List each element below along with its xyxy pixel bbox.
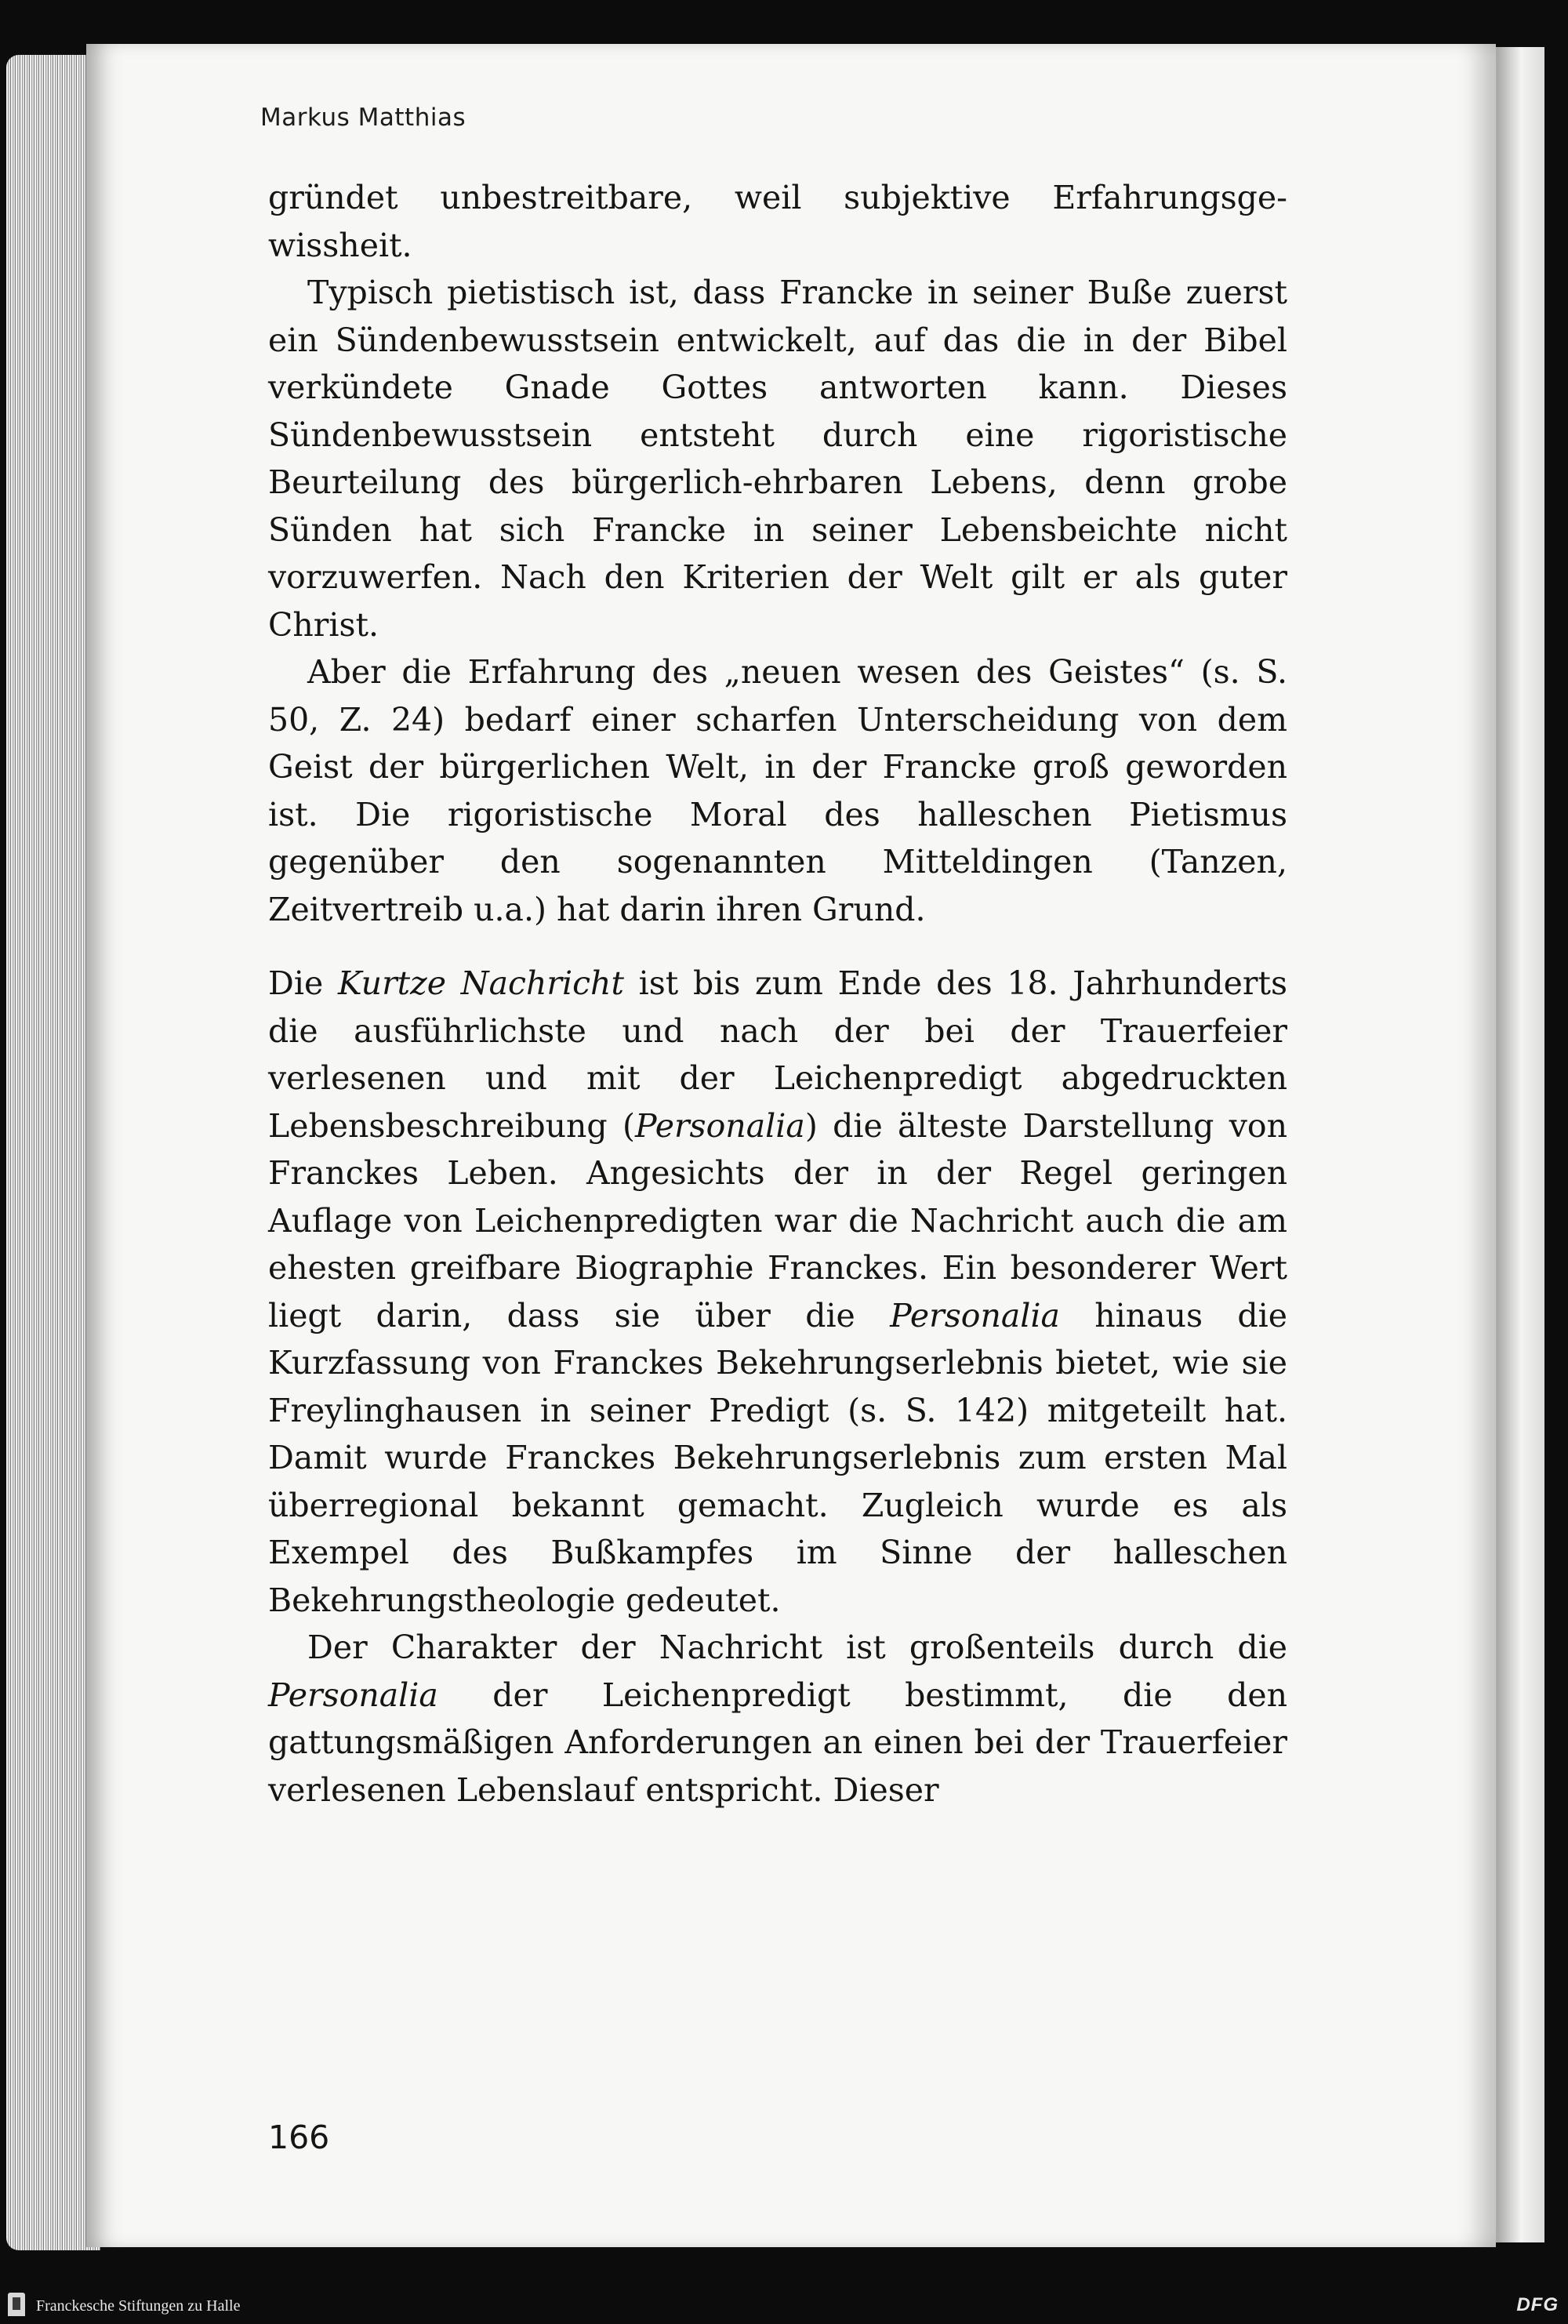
text-run: Die <box>268 964 338 1002</box>
text-run: Der Charakter der Nachricht ist großenteils durch die <box>307 1629 1287 1666</box>
text-run: Typisch pietistisch ist, dass Francke in seiner Buße zuerst ein Sündenbewusstsein entwickelt, auf das die in der Bibel verkündete Gnade Gottes antworten kann. Dieses Sündenbewusstsein entsteht durch eine rigoristische Beurteilung des bürgerlich-ehrbaren Lebens, denn grobe Sünden hat sich Francke in seiner Lebensbeichte nicht vorzuwerfen. Nach den Kriterien der Welt gilt er als guter Christ. <box>268 274 1287 644</box>
paragraph-3 <box>268 648 1287 933</box>
text-run: der Leichenpredigt bestimmt, die den gattungsmäßigen Anforderungen an einen bei der Trauerfeier verlesenen Lebenslauf entspricht. Dieser <box>268 1676 1287 1809</box>
paragraph-5 <box>268 1624 1287 1814</box>
text-run: hinaus die Kurzfassung von Franckes Bekehrungserlebnis bietet, wie sie Freylinghausen in seiner Predigt (s. S. 142) mitgeteilt hat. Damit wurde Franckes Bekehrungserlebnis zum ersten Mal überregional bekannt gemacht. Zugleich wurde es als Exempel des Bußkampfes im Sinne der halleschen Bekehrungstheologie gedeutet. <box>268 1296 1287 1619</box>
footer-bar <box>0 2286 1568 2324</box>
paragraph-4 <box>268 960 1287 1624</box>
text-run: ) die älteste Darstellung von Franckes Leben. Angesichts der in der Regel geringen Auflage von Leichenpredigten war die Nachricht auch die am ehesten greifbare Biographie Franckes. Ein besonderer Wert liegt darin, dass sie über die <box>268 1106 1287 1334</box>
italic-title: Personalia <box>890 1296 1060 1334</box>
page-number: 166 <box>268 2119 330 2156</box>
text-run: Aber die Erfahrung des „neuen wesen des Geistes“ (s. S. 50, Z. 24) bedarf einer scharfen Unterscheidung von dem Geist der bürgerlichen Welt, in der Francke groß geworden ist. Die rigoristische Moral des halleschen Pietismus gegenüber den sogenannten Mitteldingen (Tanzen, Zeitvertreib u.a.) hat darin ihren Grund. <box>268 653 1287 928</box>
paragraph-1 <box>268 174 1287 269</box>
italic-title: Personalia <box>268 1676 438 1714</box>
italic-title: Personalia <box>634 1106 805 1145</box>
dfg-logo: DFG <box>1516 2294 1559 2315</box>
running-head: Markus Matthias <box>260 103 466 132</box>
body-text <box>268 174 1287 1814</box>
institution-name: Franckesche Stiftungen zu Halle <box>36 2297 241 2315</box>
text-run: gründet unbestreitbare, weil subjektive Erfahrungsgewissheit. <box>268 179 1287 264</box>
text-run: ist bis zum Ende des 18. Jahrhunderts die ausführlichste und nach der bei der Trauerfeier verlesenen und mit der Leichenpredigt abgedruckten Lebensbeschreibung ( <box>268 964 1288 1145</box>
foundation-logo-icon <box>8 2293 25 2316</box>
paragraph-2 <box>268 269 1287 648</box>
italic-title: Kurtze Nachricht <box>337 964 624 1002</box>
